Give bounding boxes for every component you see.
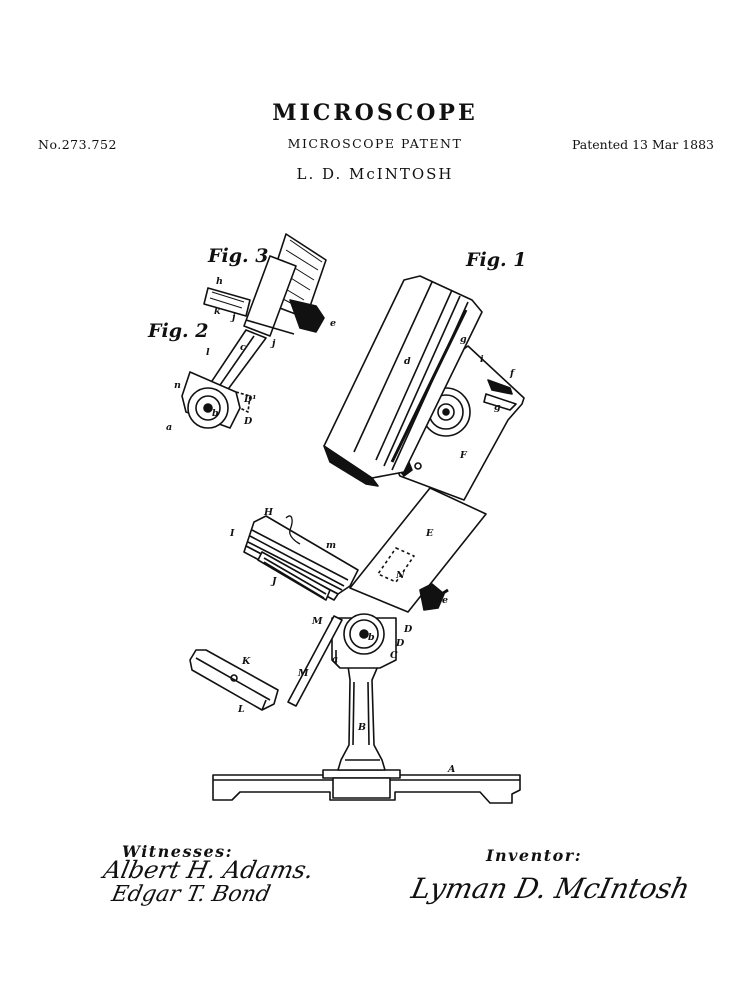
part-label-h: h bbox=[216, 276, 223, 287]
part-label-c-fig2: c bbox=[240, 342, 246, 353]
microscope-base bbox=[213, 770, 520, 803]
part-label-d1: D¹ bbox=[244, 394, 257, 405]
part-label-D: D bbox=[404, 624, 413, 635]
document-subtitle: MICROSCOPE PATENT bbox=[287, 136, 463, 151]
part-label-a-fig2: a bbox=[166, 422, 173, 433]
part-label-D2: D bbox=[396, 638, 405, 649]
part-label-b-fig2: b bbox=[212, 408, 219, 419]
part-label-k: k bbox=[214, 306, 221, 317]
witness-signature-1: Albert H. Adams. bbox=[101, 856, 317, 884]
microscope-mirror bbox=[190, 616, 342, 710]
part-label-l: l bbox=[206, 347, 210, 358]
part-label-H: H bbox=[264, 507, 273, 518]
part-label-m: m bbox=[326, 540, 337, 551]
witness-signature-2: Edgar T. Bond bbox=[109, 882, 273, 907]
part-label-F: F bbox=[460, 450, 467, 461]
part-label-d: d bbox=[404, 356, 411, 367]
part-label-j: j bbox=[232, 312, 236, 323]
part-label-g: g bbox=[460, 334, 467, 345]
microscope-stage bbox=[244, 516, 358, 600]
inventor-signature: Lyman D. McIntosh bbox=[408, 872, 693, 905]
part-label-j2: j bbox=[272, 338, 276, 349]
fig1-label: Fig. 1 bbox=[466, 249, 527, 271]
patent-number: No.273.752 bbox=[38, 137, 117, 152]
part-label-C: C bbox=[390, 650, 398, 661]
part-label-f: f bbox=[510, 368, 515, 379]
patent-date: Patented 13 Mar 1883 bbox=[571, 137, 714, 152]
part-label-i: i bbox=[480, 354, 484, 365]
part-label-d-fig2: D bbox=[244, 416, 253, 427]
part-label-A: A bbox=[448, 764, 456, 775]
inventor-name: L. D. McINTOSH bbox=[296, 165, 454, 183]
fig2-detail bbox=[182, 330, 266, 428]
fig3-label: Fig. 3 bbox=[208, 245, 269, 267]
part-label-a: a bbox=[332, 654, 339, 665]
part-label-K: K bbox=[242, 656, 251, 667]
part-label-L: L bbox=[238, 704, 245, 715]
part-label-e-fig3: e bbox=[330, 318, 337, 329]
microscope-arm bbox=[350, 488, 486, 612]
microscope-pillar bbox=[338, 666, 385, 770]
part-label-M2: M bbox=[298, 668, 309, 679]
witnesses-heading: Witnesses: bbox=[122, 842, 234, 861]
part-label-n: n bbox=[174, 380, 181, 391]
document-title: MICROSCOPE bbox=[272, 100, 478, 126]
part-label-J: J bbox=[272, 576, 277, 587]
part-label-M: M bbox=[312, 616, 323, 627]
part-label-e: e bbox=[442, 595, 449, 606]
inventor-heading: Inventor: bbox=[486, 846, 583, 865]
part-label-E: E bbox=[426, 528, 434, 539]
part-label-B: B bbox=[358, 722, 367, 733]
fig2-label: Fig. 2 bbox=[148, 320, 209, 342]
part-label-I: I bbox=[230, 528, 235, 539]
part-label-g2: g bbox=[494, 402, 501, 413]
part-label-b: b bbox=[368, 632, 375, 643]
part-label-N: N bbox=[396, 570, 405, 581]
